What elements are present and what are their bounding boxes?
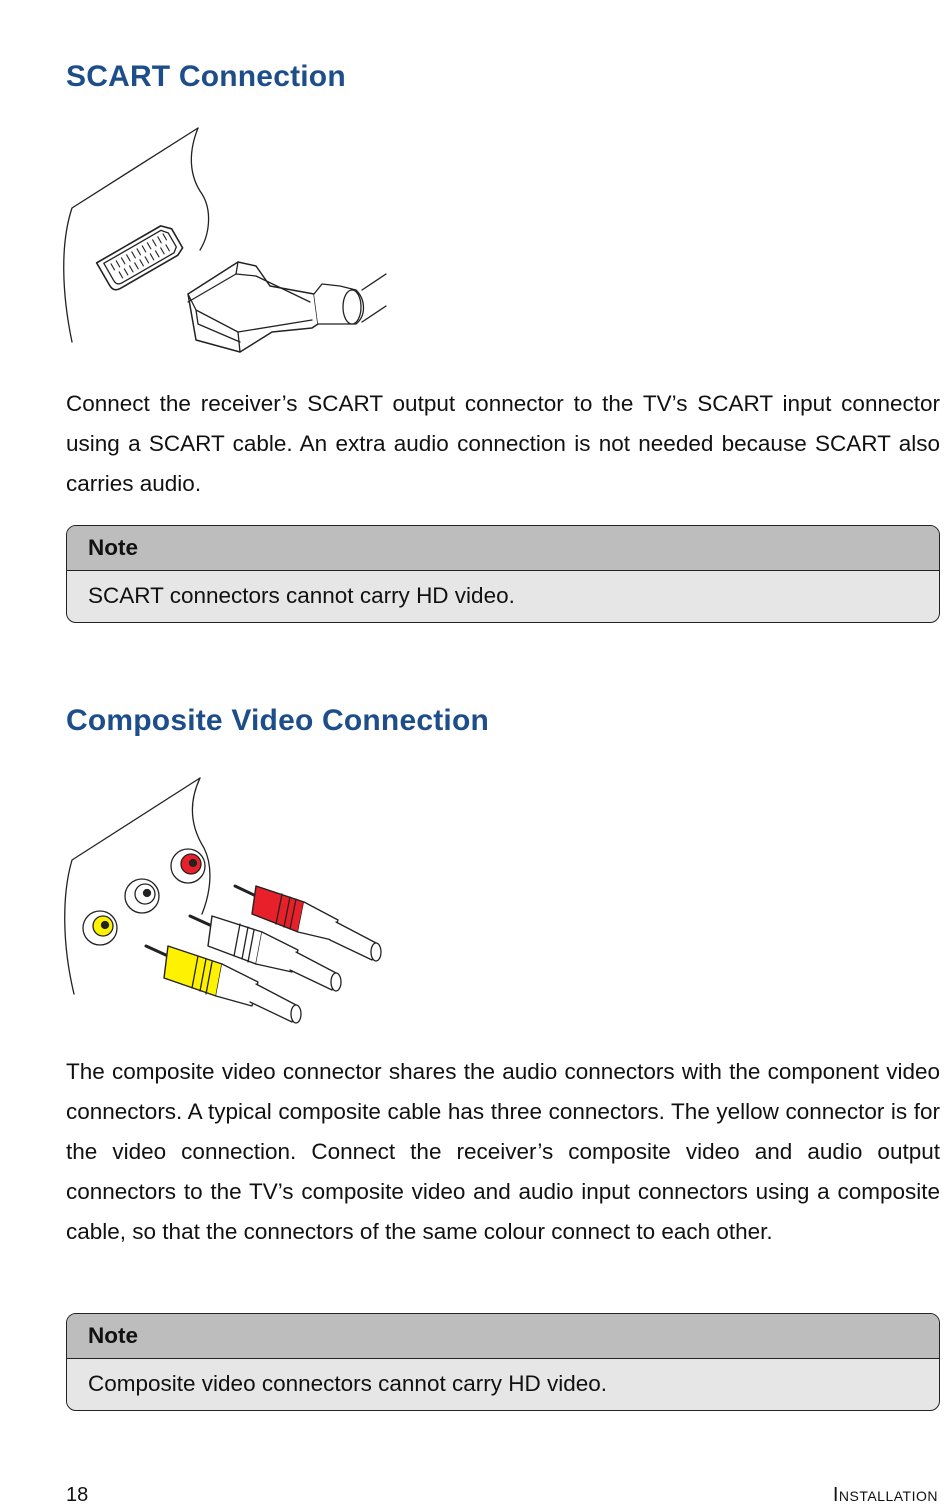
note-label: Note [67,526,939,571]
scart-description: Connect the receiver’s SCART output connector to the TV’s SCART input connector using a SCART cable. An extra audio connection is not needed because SCART also carries audio. [66,391,940,496]
footer-section-name: Installation [832,1484,938,1506]
scart-connector-illustration [60,124,400,356]
note-text: SCART connectors cannot carry HD video. [88,583,515,608]
note-text: Composite video connectors cannot carry HD video. [88,1371,607,1396]
page-number: 18 [66,1484,89,1506]
composite-description: The composite video connector shares the audio connectors with the component video connectors. A typical composite cable has three connectors. The yellow connector is for the video connection. Connect the receiver’s composite video and audio output connectors to the TV’s composite video and audio input connectors using a composite cable, so that the connectors of the same colour connect to each other. [66,1059,940,1244]
note-label: Note [67,1314,939,1359]
composite-note-box [66,1313,940,1411]
scart-note-box [66,525,940,623]
scart-section-title: SCART Connection [66,60,346,93]
composite-connector-illustration [60,774,400,1024]
composite-section-title: Composite Video Connection [66,704,490,737]
